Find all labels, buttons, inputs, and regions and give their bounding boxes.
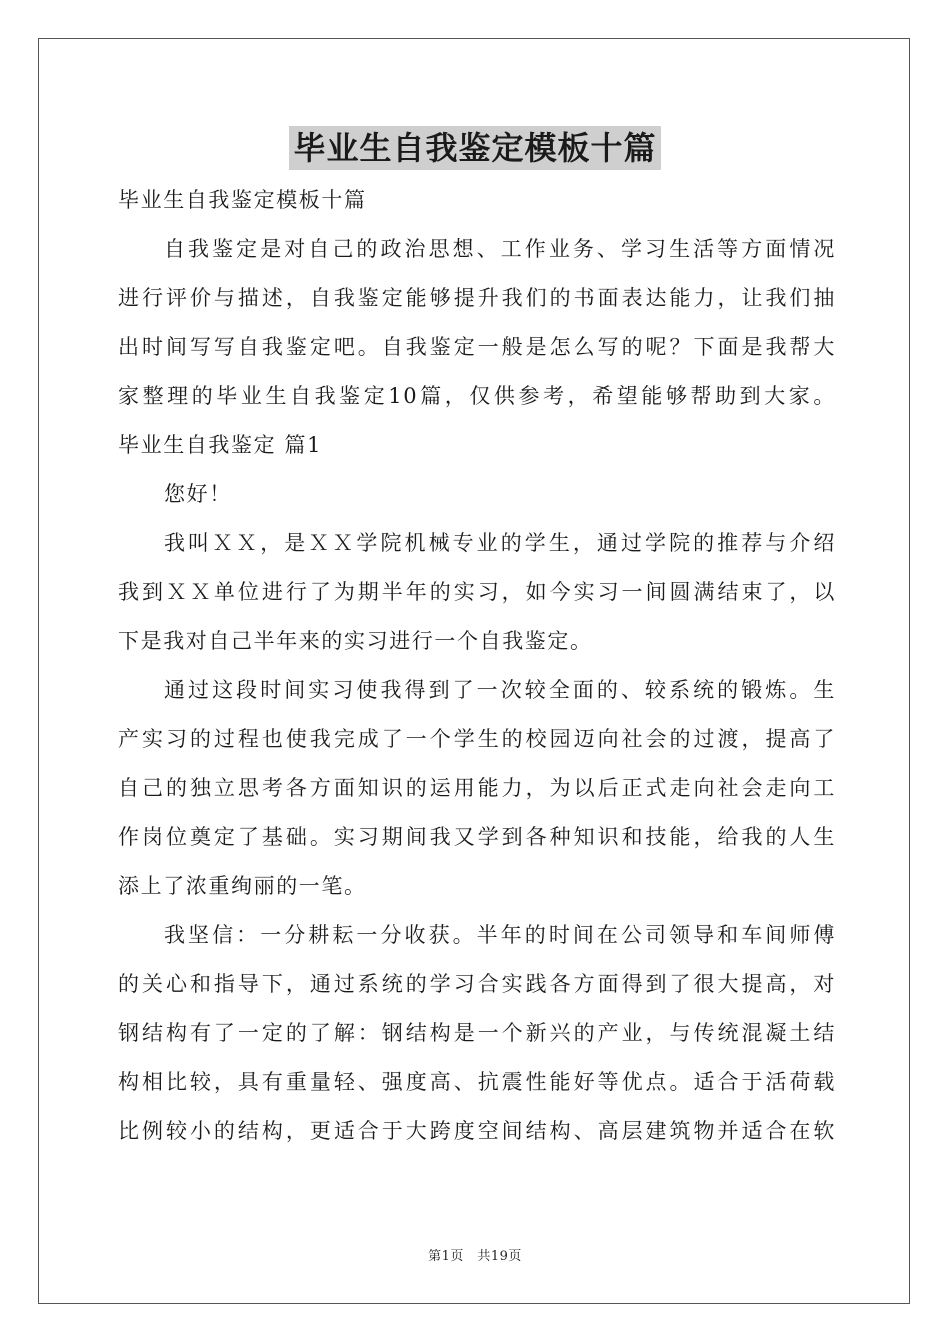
text-line: 我叫ＸＸ，是ＸＸ学院机械专业的学生，通过学院的推荐与介绍 xyxy=(164,531,836,555)
text-line: 的关心和指导下，通过系统的学习合实践各方面得到了很大提高，对 xyxy=(118,972,836,996)
text-line: 产实习的过程也使我完成了一个学生的校园迈向社会的过渡，提高了 xyxy=(118,727,836,751)
text-line: 出时间写写自我鉴定吧。自我鉴定一般是怎么写的呢？下面是我帮大 xyxy=(118,335,836,359)
text-line: 自我鉴定是对自己的政治思想、工作业务、学习生活等方面情况 xyxy=(164,237,836,261)
page-number: 第1页 共19页 xyxy=(428,1249,522,1264)
document-title: 毕业生自我鉴定模板十篇 xyxy=(289,126,660,170)
section-heading: 毕业生自我鉴定 篇1 xyxy=(118,433,323,457)
text-line: 添上了浓重绚丽的一笔。 xyxy=(118,874,367,898)
text-line: 自己的独立思考各方面知识的运用能力，为以后正式走向社会走向工 xyxy=(118,776,836,800)
text-line: 我坚信：一分耕耘一分收获。半年的时间在公司领导和车间师傅 xyxy=(164,923,836,947)
text-line: 钢结构有了一定的了解：钢结构是一个新兴的产业，与传统混凝土结 xyxy=(118,1021,836,1045)
text-line: 进行评价与描述，自我鉴定能够提升我们的书面表达能力，让我们抽 xyxy=(118,286,836,310)
document-body xyxy=(118,176,836,1156)
title-container xyxy=(0,126,950,170)
text-line: 作岗位奠定了基础。实习期间我又学到各种知识和技能，给我的人生 xyxy=(118,825,836,849)
text-line: 家整理的毕业生自我鉴定10篇，仅供参考，希望能够帮助到大家。 xyxy=(118,384,836,408)
text-line: 通过这段时间实习使我得到了一次较全面的、较系统的锻炼。生 xyxy=(164,678,836,702)
greeting-line: 您好！ xyxy=(164,482,232,506)
subtitle-line: 毕业生自我鉴定模板十篇 xyxy=(118,188,367,212)
text-line: 构相比较，具有重量轻、强度高、抗震性能好等优点。适合于活荷载 xyxy=(118,1070,836,1094)
text-line: 比例较小的结构，更适合于大跨度空间结构、高层建筑物并适合在软 xyxy=(118,1119,836,1143)
text-line: 下是我对自己半年来的实习进行一个自我鉴定。 xyxy=(118,629,593,653)
text-line: 我到ＸＸ单位进行了为期半年的实习，如今实习一间圆满结束了，以 xyxy=(118,580,836,604)
